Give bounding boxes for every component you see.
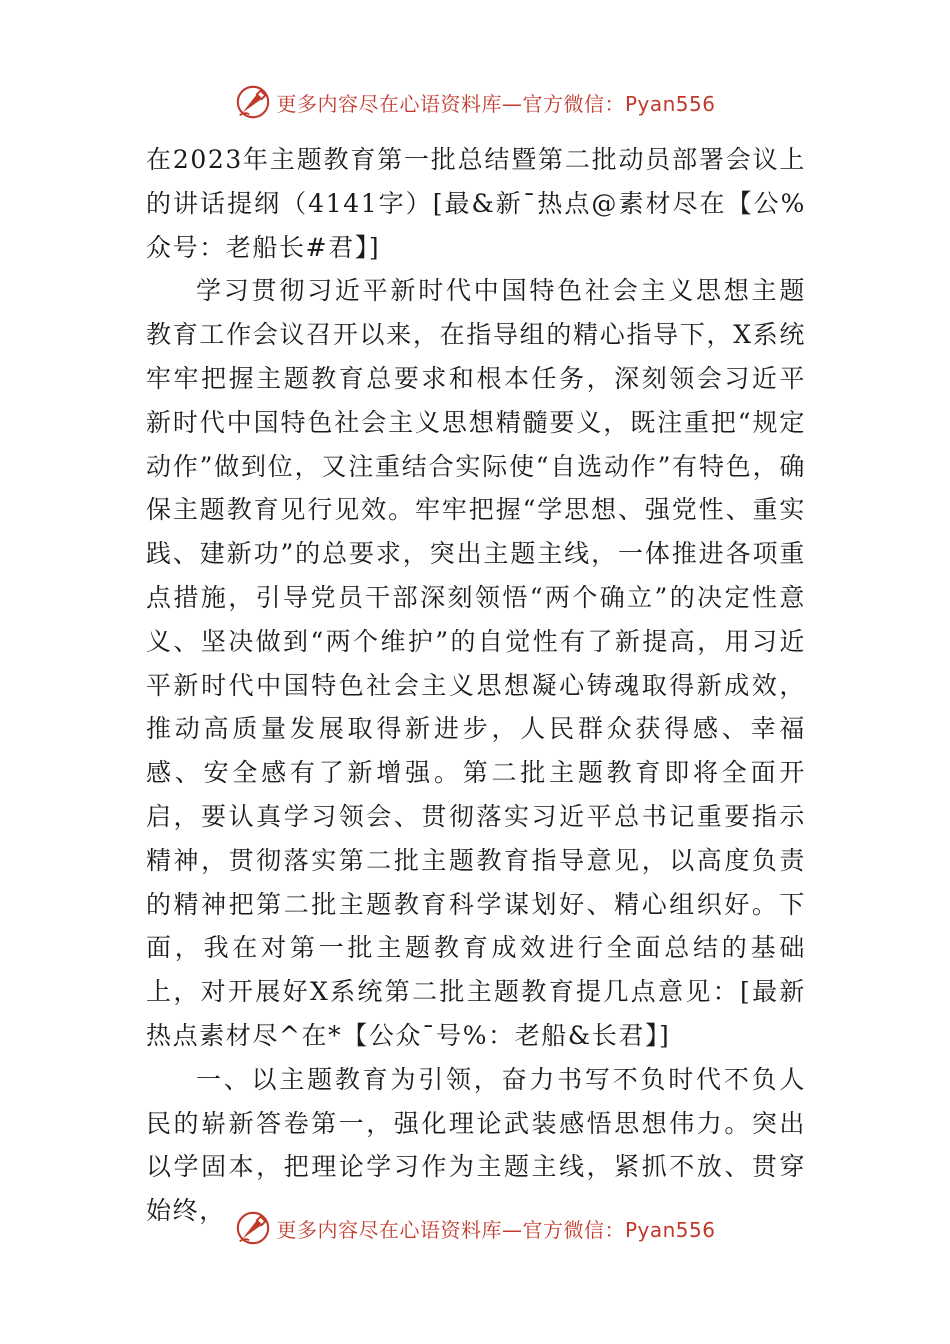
paragraph-section-one: 一、以主题教育为引领，奋力书写不负时代不负人民的崭新答卷第一，强化理论武装感悟思想伟力。突出以学固本，把理论学习作为主题主线，紧抓不放、贯穿始终， [146, 1064, 806, 1226]
document-body [146, 138, 806, 1233]
footer-banner [0, 1208, 950, 1248]
header-banner [0, 82, 950, 122]
pen-nib-logo-icon [234, 1209, 272, 1247]
paragraph-intro: 学习贯彻习近平新时代中国特色社会主义思想主题教育工作会议召开以来，在指导组的精心指导下，X系统牢牢把握主题教育总要求和根本任务，深刻领会习近平新时代中国特色社会主义思想精髓要义，既注重把“规定动作”做到位，又注重结合实际使“自选动作”有特色，确保主题教育见行见效。牢牢把握“学思想、强党性、重实践、建新功”的总要求，突出主题主线，一体推进各项重点措施，引导党员干部深刻领悟“两个确立”的决定性意义、坚决做到“两个维护”的自觉性有了新提高，用习近平新时代中国特色社会主义思想凝心铸魂取得新成效，推动高质量发展取得新进步，人民群众获得感、幸福感、安全感有了新增强。第二批主题教育即将全面开启，要认真学习领会、贯彻落实习近平总书记重要指示精神，贯彻落实第二批主题教育指导意见，以高度负责的精神把第二批主题教育科学谋划好、精心组织好。下面，我在对第一批主题教育成效进行全面总结的基础上，对开展好X系统第二批主题教育提几点意见：[最新热点素材尽^在*【公众¯号%：老船&长君】] [146, 276, 806, 1050]
pen-nib-logo-icon [234, 83, 272, 121]
header-banner-text: 更多内容尽在心语资料库—官方微信：Pyan556 [276, 91, 716, 116]
footer-banner-text: 更多内容尽在心语资料库—官方微信：Pyan556 [276, 1217, 716, 1242]
document-title: 在2023年主题教育第一批总结暨第二批动员部署会议上的讲话提纲（4141字）[最&新¯热点@素材尽在【公%众号：老船长#君】] [146, 145, 806, 262]
